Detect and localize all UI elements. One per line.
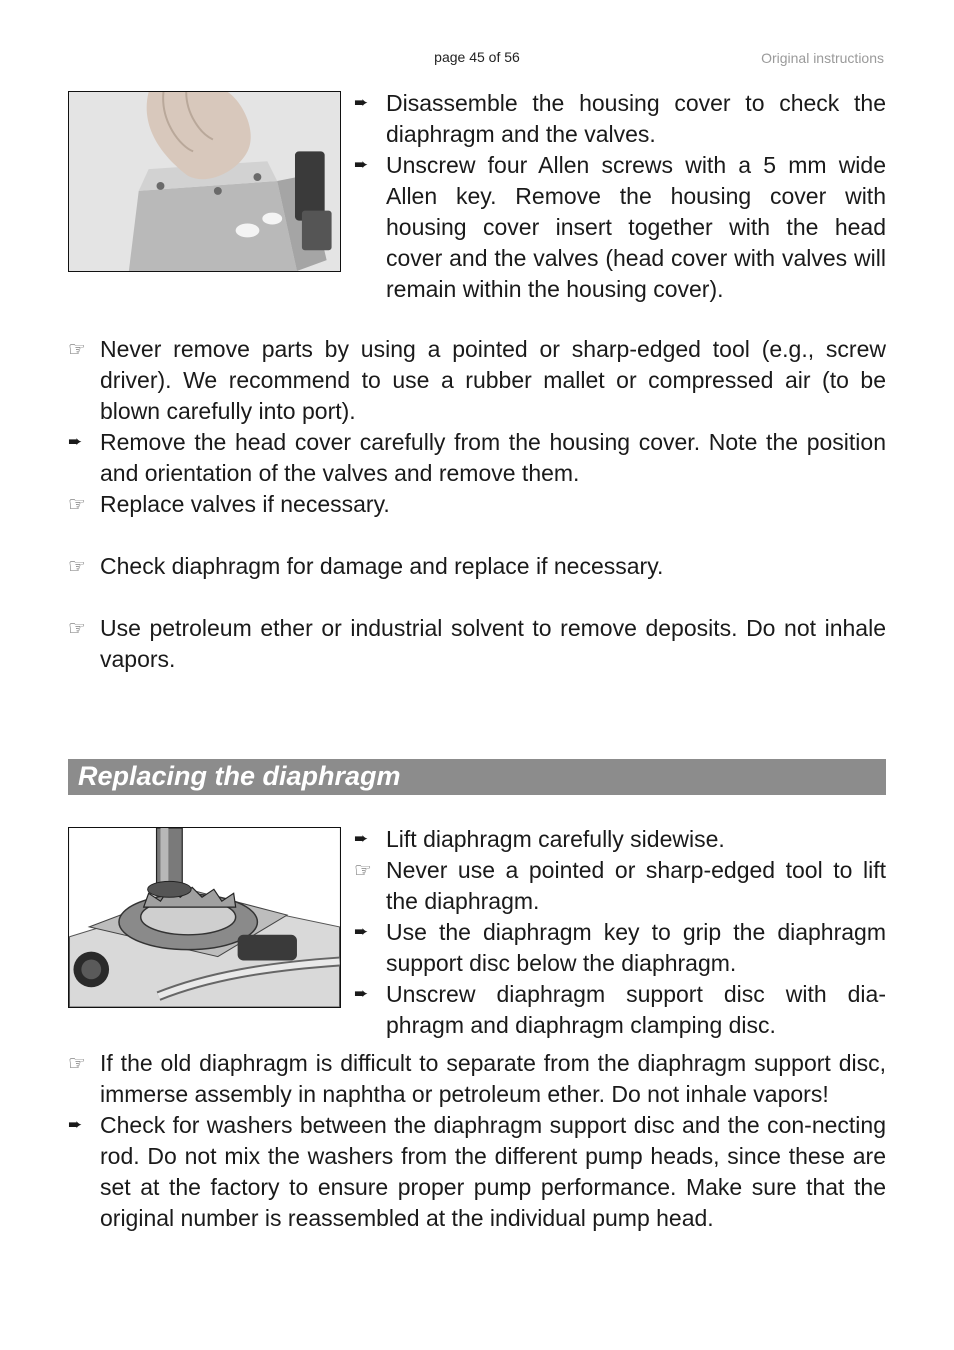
diaphragm-washer-steps [68,1048,886,1234]
section-header [68,759,886,795]
pointing-hand-icon: ☞ [68,337,86,361]
pointing-hand-icon: ☞ [68,616,86,640]
section-title: Replacing the diaphragm [78,761,401,791]
list-item: ☞ Check diaphragm for damage and replace if necessary. [68,551,886,582]
pointing-hand-icon: ☞ [68,492,86,516]
pointing-hand-icon: ☞ [68,554,86,578]
list-item: ➨ Use the diaphragm key to grip the diaphragm support disc below the diaphragm. [354,919,886,976]
housing-cover-steps [354,88,886,305]
page-number: page 45 of 56 [434,49,520,65]
pointing-hand-icon: ☞ [68,1051,86,1075]
pointing-hand-icon: ☞ [354,858,372,882]
arrow-icon: ➨ [354,93,369,113]
list-item: ➨ Unscrew four Allen screws with a 5 mm wide Allen key. Remove the housing cover with housing cover insert together with the head cover and the valves (head cover with valves will remain within the housing cover). [354,152,886,302]
list-item: ☞ Never use a pointed or sharp-edged tool to lift the diaphragm. [354,857,886,914]
arrow-icon: ➨ [354,984,369,1004]
housing-cover-photo [68,91,341,272]
diaphragm-key-illustration [68,827,341,1008]
arrow-icon: ➨ [354,922,369,942]
arrow-icon: ➨ [68,432,83,452]
arrow-icon: ➨ [354,829,369,849]
list-item: ➨ Check for washers between the diaphragm support disc and the con-necting rod. Do not mix the washers from the different pump heads, since these are set at the factory to ensure proper pump performance. Make sure that the original number is reassembled at the individual pump head. [68,1112,886,1231]
list-item: ☞ If the old diaphragm is difficult to separate from the diaphragm support disc, immerse assembly in naphtha or petroleum ether. Do not inhale vapors! [68,1050,886,1107]
list-item: ☞ Use petroleum ether or industrial solvent to remove deposits. Do not inhale vapors. [68,615,886,672]
diaphragm-removal-steps [354,824,886,1041]
list-item: ➨ Unscrew diaphragm support disc with dia-phragm and diaphragm clamping disc. [354,981,886,1038]
document-type-label: Original instructions [761,50,884,66]
list-item: ➨ Remove the head cover carefully from the housing cover. Note the position and orientation of the valves and remove them. [68,429,886,486]
list-item: ➨ Lift diaphragm carefully sidewise. [354,824,886,855]
list-item: ☞ Replace valves if necessary. [68,489,886,520]
valve-inspection-steps [68,334,886,675]
list-item: ☞ Never remove parts by using a pointed or sharp-edged tool (e.g., screw driver). We recommend to use a rubber mallet or compressed air (to be blown carefully into port). [68,336,886,424]
list-item: ➨ Disassemble the housing cover to check the diaphragm and the valves. [354,90,886,147]
arrow-icon: ➨ [354,155,369,175]
arrow-icon: ➨ [68,1115,83,1135]
